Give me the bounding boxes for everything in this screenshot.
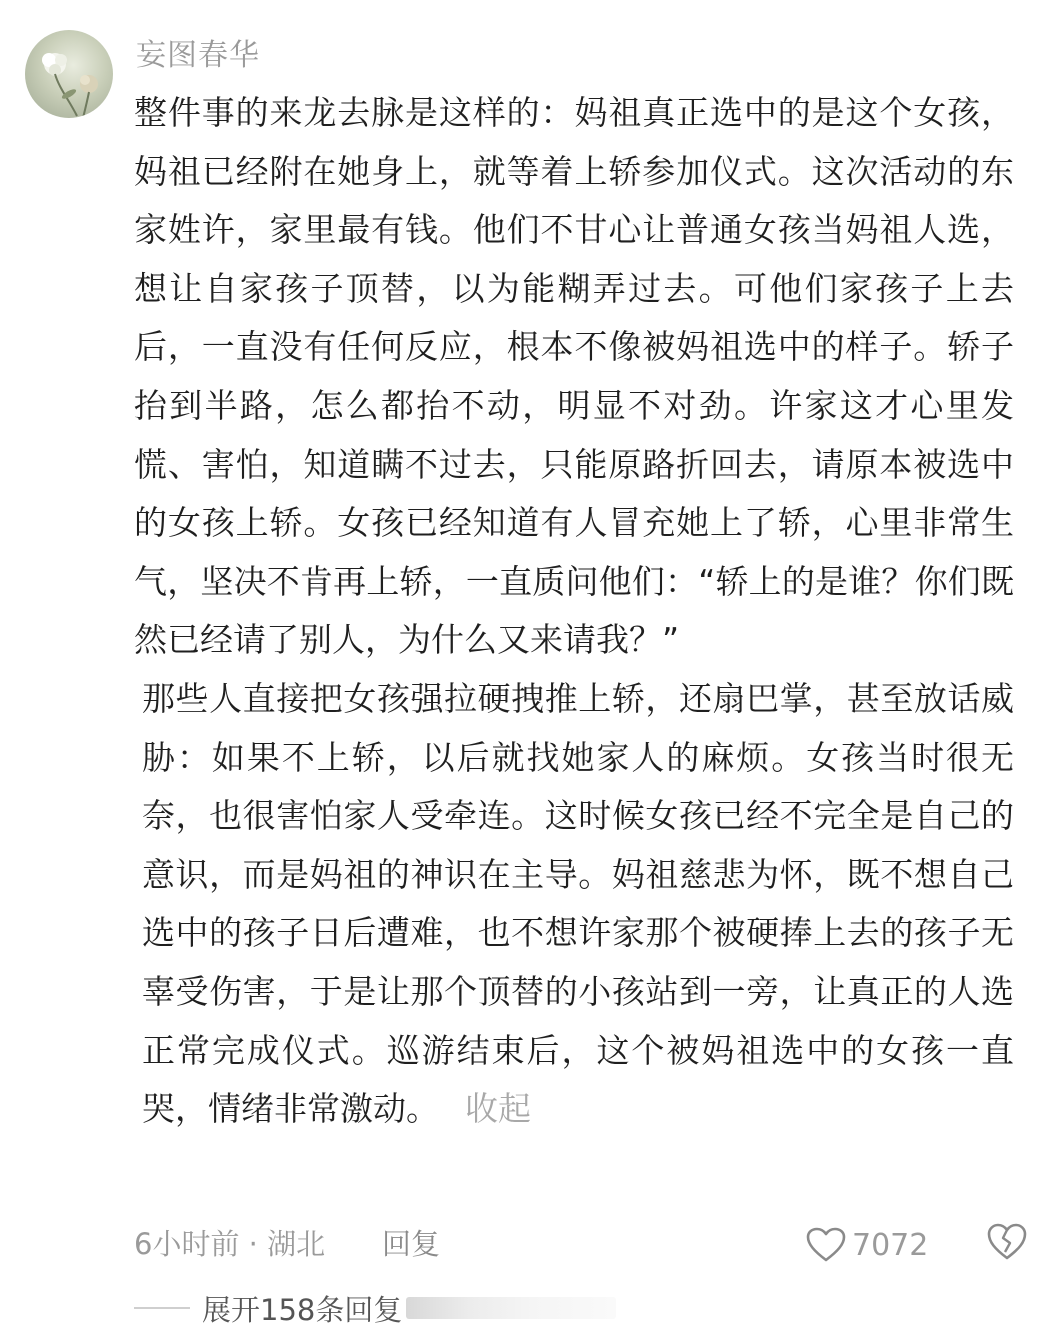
flower-avatar-icon (25, 30, 113, 118)
reply-button[interactable]: 回复 (382, 1227, 441, 1261)
comment-paragraph: 整件事的来龙去脉是这样的：妈祖真正选中的是这个女孩，妈祖已经附在她身上，就等着上轿参加仪式。这次活动的东家姓许，家里最有钱。他们不甘心让普通女孩当妈祖人选，想让自家孩子顶替，以为能糊弄过去。可他们家孩子上去后，一直没有任何反应，根本不像被妈祖选中的样子。轿子抬到半路，怎么都抬不动，明显不对劲。许家这才心里发慌、害怕，知道瞒不过去，只能原路折回去，请原本被选中的女孩上轿。女孩已经知道有人冒充她上了轿，心里非常生气，坚决不肯再上轿，一直质问他们：“轿上的是谁？你们既然已经请了别人，为什么又来请我？” (134, 93, 1014, 660)
expand-replies[interactable] (134, 1287, 1034, 1329)
comment-paragraph (134, 670, 1014, 1139)
time-location: 6小时前 · 湖北 (134, 1227, 326, 1261)
broken-heart-icon (986, 1222, 1028, 1262)
like-count: 7072 (852, 1227, 929, 1263)
expand-replies-label[interactable]: 展开158条回复 (202, 1292, 403, 1327)
avatar[interactable] (25, 30, 113, 118)
heart-outline-icon (806, 1227, 846, 1263)
comment-paragraph-text: 那些人直接把女孩强拉硬拽推上轿，还扇巴掌，甚至放话威胁：如果不上轿，以后就找她家人的麻烦。女孩当时很无奈，也很害怕家人受牵连。这时候女孩已经不完全是自己的意识，而是妈祖的神识在主导。妈祖慈悲为怀，既不想自己选中的孩子日后遭难，也不想许家那个被硬捧上去的孩子无辜受伤害，于是让那个顶替的小孩站到一旁，让真正的人选正常完成仪式。巡游结束后，这个被妈祖选中的女孩一直哭，情绪非常激动。 (142, 678, 1014, 1129)
comment-body (134, 84, 1014, 1139)
like-button[interactable] (806, 1222, 928, 1268)
dislike-button[interactable] (986, 1222, 1028, 1266)
divider-line (134, 1307, 190, 1309)
blurred-overlay (406, 1297, 616, 1319)
username[interactable]: 妄图春华 (136, 38, 260, 73)
collapse-button[interactable]: 收起 (465, 1089, 531, 1129)
